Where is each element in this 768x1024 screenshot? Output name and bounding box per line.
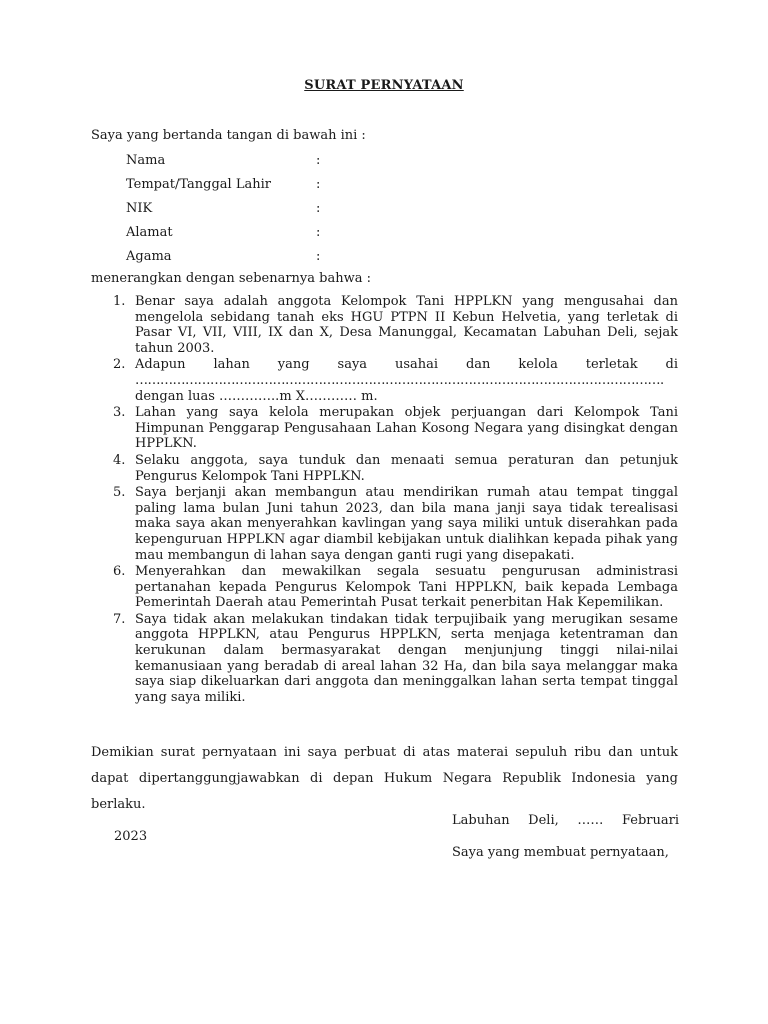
declare-text: menerangkan dengan sebenarnya bahwa : xyxy=(91,271,371,286)
item-number: 5. xyxy=(113,485,126,501)
item-dots: ………………………………………………………………………………………………………………. xyxy=(135,372,664,388)
field-label: Nama xyxy=(126,153,166,168)
intro-text: Saya yang bertanda tangan di bawah ini : xyxy=(91,128,366,143)
item-number: 6. xyxy=(113,564,126,580)
item-number: 1. xyxy=(113,294,126,309)
item-text: Lahan yang saya kelola merupakan objek perjuangan dari Kelompok Tani Himpunan Penggarap Pengusahaan Lahan Kosong Negara yang disingkat dengan HPPLKN. xyxy=(135,405,678,452)
field-colon: : xyxy=(316,225,321,240)
item-text: Saya berjanji akan membangun atau mendirikan rumah atau tempat tinggal paling lama bulan Juni tahun 2023, dan bila mana janji saya tidak terealisasi maka saya akan menyerahkan kavlingan yang saya miliki untuk diserahkan pada kepenguruan HPPLKN agar diambil kebijakan untuk dialihkan kepada pihak yang mau membangun di lahan saya dengan ganti rugi yang disepakati. xyxy=(135,485,678,563)
item-text: Benar saya adalah anggota Kelompok Tani HPPLKN yang mengusahai dan mengelola sebidang tanah eks HGU PTPN II Kebun Helvetia, yang terletak di Pasar VI, VII, VIII, IX dan X, Desa Manunggal, Kecamatan Labuhan Deli, sejak tahun 2003. xyxy=(135,294,678,356)
list-item xyxy=(91,612,678,706)
district-text: Deli, xyxy=(528,813,559,828)
field-nik xyxy=(126,200,426,224)
place-date-line xyxy=(452,813,679,828)
field-label: Agama xyxy=(126,249,172,264)
item-text: Saya tidak akan melakukan tindakan tidak terpujibaik yang merugikan sesame anggota HPPLKN, atau Pengurus HPPLKN, serta menjaga ketentraman dan kerukunan dalam bermasyarakat dengan menjunjung tinggi nilai-nilai kemanusiaan yang beradab di areal lahan 32 Ha, dan bila saya melanggar maka saya siap dikeluarkan dari anggota dan meninggalkan lahan serta tempat tinggal yang saya miliki. xyxy=(135,611,678,705)
field-label: NIK xyxy=(126,201,153,216)
statement-list xyxy=(91,294,678,706)
identity-fields xyxy=(126,152,426,272)
signer-text: Saya yang membuat pernyataan, xyxy=(452,845,669,860)
field-colon: : xyxy=(316,249,321,264)
place-text: Labuhan xyxy=(452,813,510,828)
field-label: Alamat xyxy=(126,225,173,240)
item-number: 2. xyxy=(113,357,126,373)
item-extra: dengan luas …………..m X………… m. xyxy=(135,388,378,404)
field-name xyxy=(126,152,426,176)
item-text: Selaku anggota, saya tunduk dan menaati semua peraturan dan petunjuk Pengurus Kelompok Tani HPPLKN. xyxy=(135,452,678,484)
list-item xyxy=(91,564,678,611)
item-text: Adapun lahan yang saya usahai dan kelola terletak di xyxy=(135,357,678,373)
field-colon: : xyxy=(316,177,321,192)
list-item xyxy=(91,453,678,484)
closing-paragraph: Demikian surat pernyataan ini saya perbuat di atas materai sepuluh ribu dan untuk dapat dipertanggungjawabkan di depan Hukum Negara Republik Indonesia yang berlaku. xyxy=(91,745,678,812)
day-text: …… xyxy=(577,813,604,828)
field-birth xyxy=(126,176,426,200)
month-text: Februari xyxy=(621,813,679,828)
field-religion xyxy=(126,248,426,272)
list-item xyxy=(91,485,678,563)
field-colon: : xyxy=(316,153,321,168)
document-title: SURAT PERNYATAAN xyxy=(304,78,464,93)
year-text: 2023 xyxy=(114,829,148,844)
field-colon: : xyxy=(316,201,321,216)
item-number: 7. xyxy=(113,611,126,627)
list-item xyxy=(91,294,678,356)
list-item xyxy=(91,405,678,452)
field-address xyxy=(126,224,426,248)
field-label: Tempat/Tanggal Lahir xyxy=(126,177,271,192)
item-number: 3. xyxy=(113,405,126,421)
list-item xyxy=(91,357,678,404)
item-number: 4. xyxy=(113,452,126,468)
item-text: Menyerahkan dan mewakilkan segala sesuatu pengurusan administrasi pertanahan kepada Pengurus Kelompok Tani HPPLKN, baik kepada Lembaga Pemerintah Daerah atau Pemerintah Pusat terkait penerbitan Hak Kepemilikan. xyxy=(135,564,678,611)
